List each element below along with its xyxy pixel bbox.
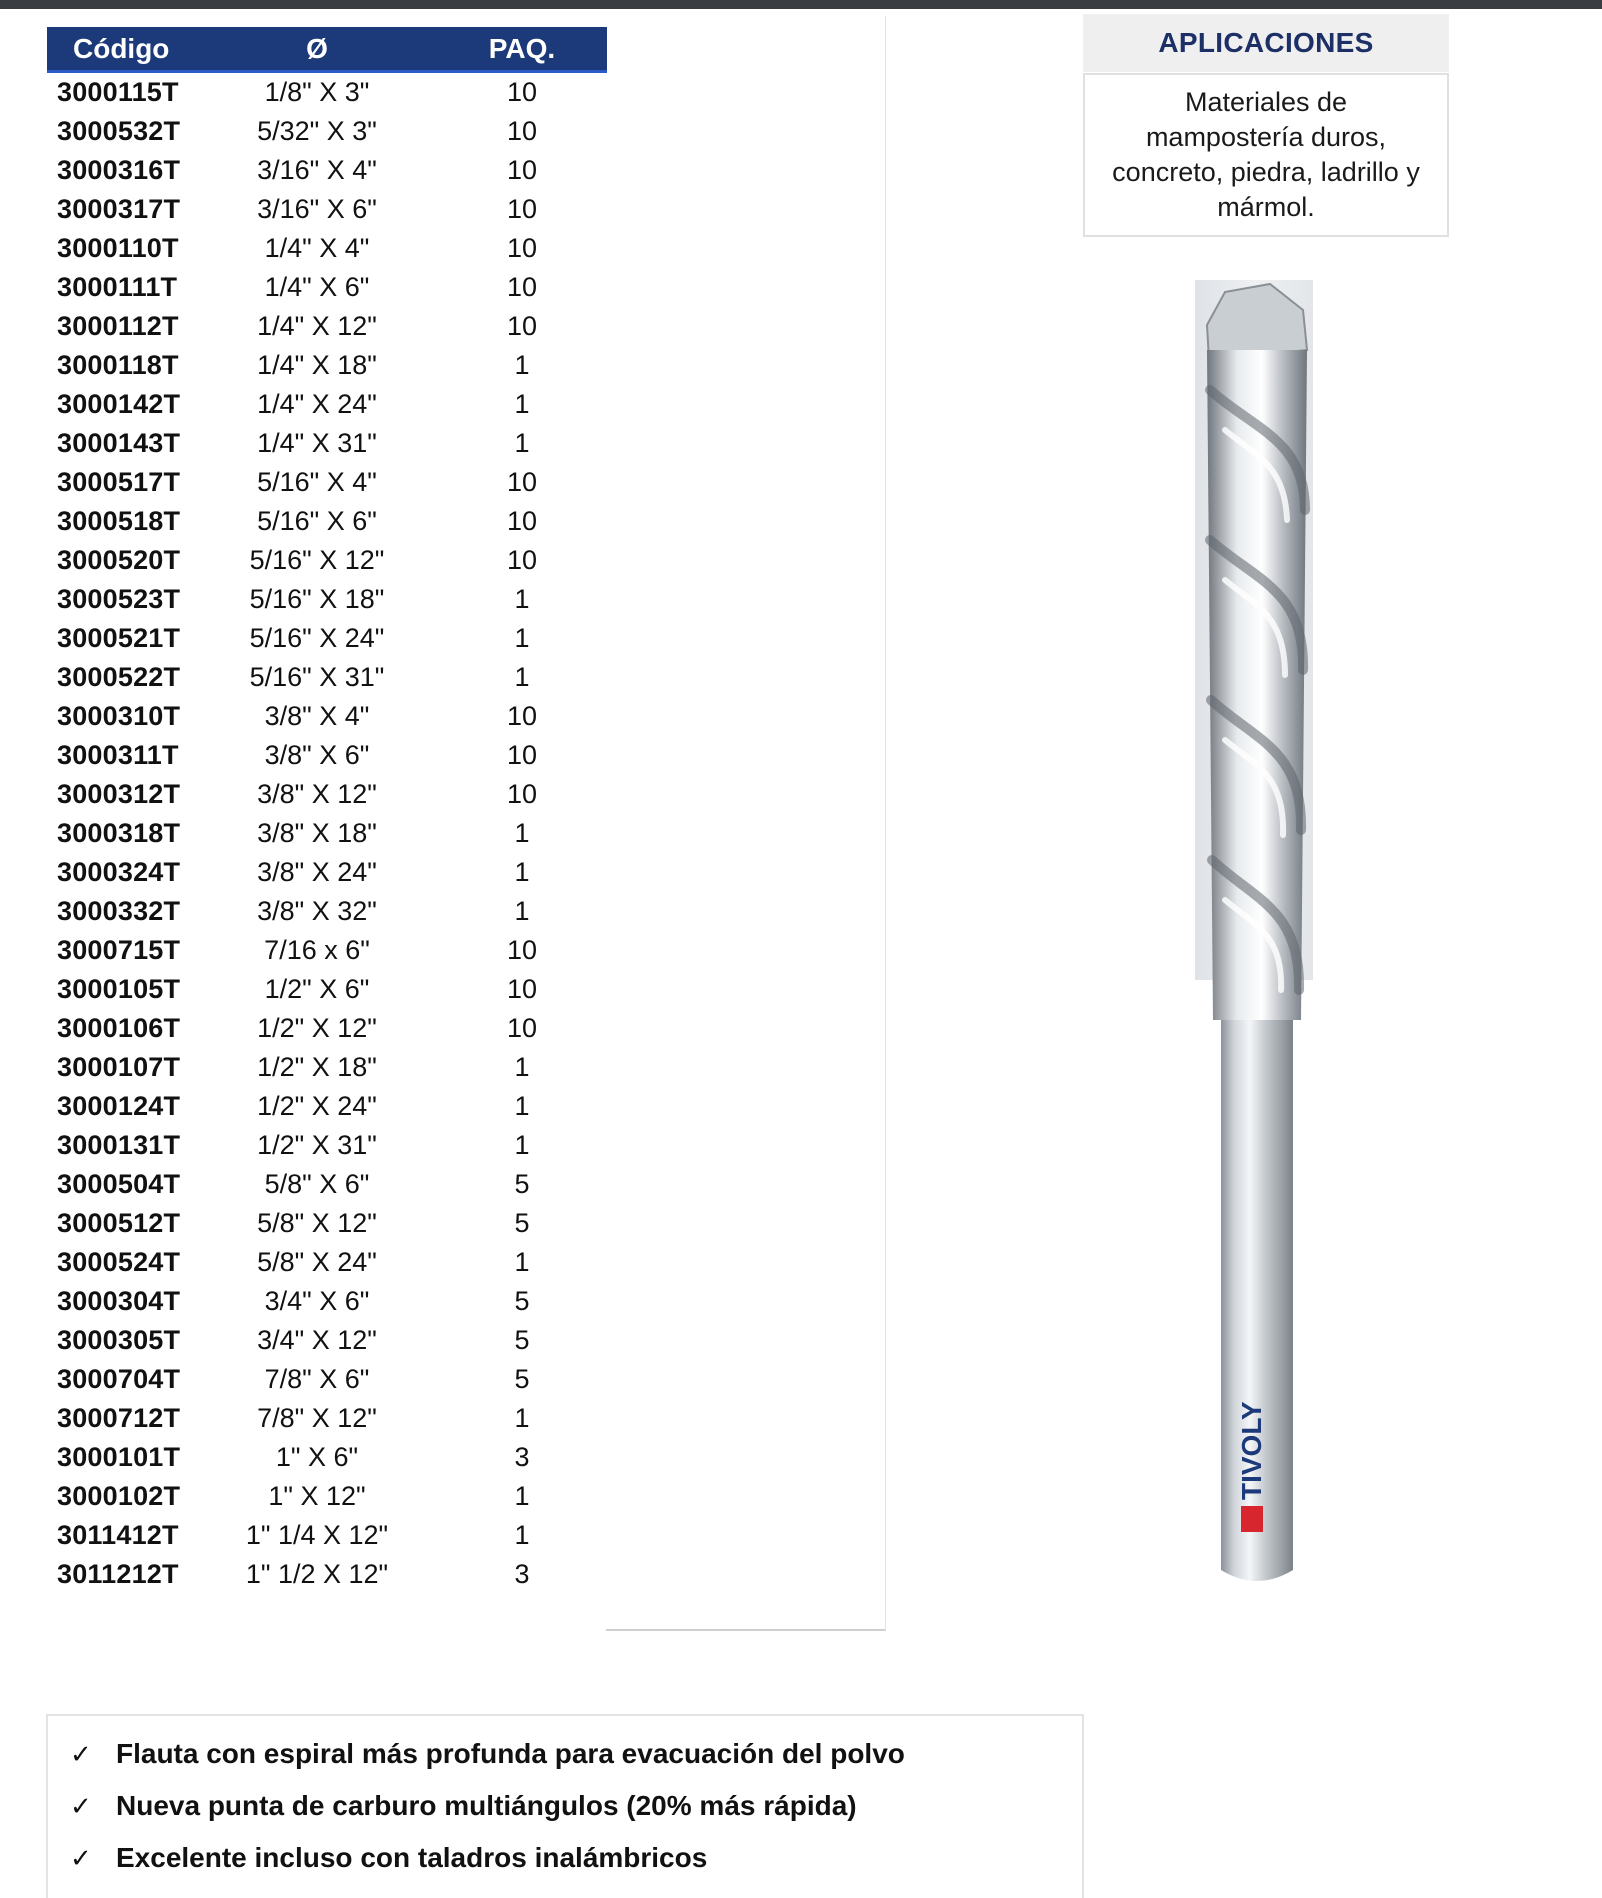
product-size: 3/8" X 32": [257, 896, 377, 926]
table-row: [47, 346, 607, 385]
product-pack: 5: [514, 1169, 530, 1199]
product-code: 3000311T: [57, 740, 179, 770]
product-pack: 1: [514, 428, 530, 458]
product-size: 1/4" X 31": [257, 428, 377, 458]
product-code: 3000518T: [57, 506, 181, 536]
table-row: [47, 775, 607, 814]
product-pack: 1: [514, 896, 530, 926]
table-row: [47, 385, 607, 424]
product-code: 3000332T: [57, 896, 181, 926]
table-row: [47, 1243, 607, 1282]
table-row: [47, 229, 607, 268]
product-size: 5/8" X 6": [264, 1169, 370, 1199]
table-side-panel: [606, 16, 886, 1631]
product-size: 3/4" X 6": [264, 1286, 370, 1316]
product-pack: 1: [514, 1403, 530, 1433]
header-diameter: Ø: [306, 32, 328, 64]
feature-text: Nueva punta de carburo multiángulos (20% más rápida): [116, 1790, 857, 1821]
product-code: 3000523T: [57, 584, 181, 614]
table-row: [47, 814, 607, 853]
product-size: 7/8" X 6": [264, 1364, 370, 1394]
feature-text: Flauta con espiral más profunda para evacuación del polvo: [116, 1738, 905, 1769]
product-pack: 5: [514, 1325, 530, 1355]
table-row: [47, 580, 607, 619]
product-code: 3000704T: [57, 1364, 181, 1394]
product-pack: 10: [506, 155, 538, 185]
product-size: 5/16" X 6": [257, 506, 377, 536]
tivoly-logo-icon: [1241, 1506, 1263, 1532]
table-row: [47, 502, 607, 541]
product-code: 3000101T: [57, 1442, 181, 1472]
feature-item: [70, 1790, 857, 1822]
table-row: [47, 190, 607, 229]
product-size: 5/16" X 12": [249, 545, 385, 575]
product-size: 1/4" X 6": [264, 272, 370, 302]
product-code: 3000317T: [57, 194, 181, 224]
product-pack: 10: [506, 779, 538, 809]
product-size: 3/8" X 6": [264, 740, 370, 770]
check-icon: ✓: [70, 1790, 92, 1821]
product-size: 3/4" X 12": [257, 1325, 377, 1355]
product-pack: 10: [506, 506, 538, 536]
product-pack: 3: [514, 1559, 530, 1589]
product-pack: 1: [514, 584, 530, 614]
product-code: 3000524T: [57, 1247, 181, 1277]
check-icon: ✓: [70, 1842, 92, 1873]
applications-title: APLICACIONES: [1083, 14, 1449, 72]
product-code: 3000131T: [57, 1130, 181, 1160]
product-code: 3000504T: [57, 1169, 181, 1199]
product-size: 1/4" X 18": [257, 350, 377, 380]
product-size: 1/2" X 12": [257, 1013, 377, 1043]
product-pack: 1: [514, 1130, 530, 1160]
product-pack: 1: [514, 662, 530, 692]
product-size: 3/16" X 6": [257, 194, 377, 224]
product-code: 3000324T: [57, 857, 181, 887]
product-pack: 10: [506, 233, 538, 263]
table-row: [47, 307, 607, 346]
product-pack: 1: [514, 1052, 530, 1082]
product-pack: 10: [506, 545, 538, 575]
product-pack: 10: [506, 740, 538, 770]
product-pack: 1: [514, 623, 530, 653]
table-row: [47, 1204, 607, 1243]
product-pack: 5: [514, 1286, 530, 1316]
product-pack: 3: [514, 1442, 530, 1472]
feature-item: [70, 1842, 707, 1874]
product-code: 3000316T: [57, 155, 181, 185]
table-body: [47, 73, 607, 1594]
product-pack: 10: [506, 935, 538, 965]
applications-box: [1083, 73, 1449, 237]
product-size: 1/4" X 4": [264, 233, 370, 263]
product-size: 1/2" X 31": [257, 1130, 377, 1160]
product-code: 3011212T: [57, 1559, 179, 1589]
product-code: 3000118T: [57, 350, 179, 380]
product-size: 5/16" X 18": [249, 584, 385, 614]
product-code: 3000517T: [57, 467, 181, 497]
table-row: [47, 151, 607, 190]
product-size: 3/8" X 4": [264, 701, 370, 731]
product-code: 3000512T: [57, 1208, 181, 1238]
table-row: [47, 1321, 607, 1360]
table-row: [47, 1009, 607, 1048]
table-row: [47, 1399, 607, 1438]
table-row: [47, 853, 607, 892]
product-code: 3000318T: [57, 818, 181, 848]
product-pack: 10: [506, 77, 538, 107]
table-row: [47, 970, 607, 1009]
product-pack: 1: [514, 1091, 530, 1121]
product-pack: 10: [506, 1013, 538, 1043]
top-bar: [0, 0, 1602, 9]
product-code: 3000305T: [57, 1325, 181, 1355]
applications-text: Materiales de mampostería duros, concreto, piedra, ladrillo y mármol.: [1112, 87, 1420, 222]
product-size: 3/8" X 12": [257, 779, 377, 809]
product-size: 1" 1/2 X 12": [245, 1559, 389, 1589]
product-size: 5/8" X 24": [257, 1247, 377, 1277]
product-pack: 1: [514, 1247, 530, 1277]
product-pack: 1: [514, 1481, 530, 1511]
product-pack: 1: [514, 857, 530, 887]
product-code: 3000521T: [57, 623, 181, 653]
table-row: [47, 541, 607, 580]
drill-bit-image: [1195, 280, 1345, 1590]
product-pack: 10: [506, 194, 538, 224]
check-icon: ✓: [70, 1738, 92, 1769]
product-pack: 5: [514, 1364, 530, 1394]
product-code: 3000715T: [57, 935, 181, 965]
table-row: [47, 1165, 607, 1204]
table-row: [47, 931, 607, 970]
product-size: 1/2" X 18": [257, 1052, 377, 1082]
table-row: [47, 697, 607, 736]
product-code: 3000312T: [57, 779, 181, 809]
feature-text: Excelente incluso con taladros inalámbricos: [116, 1842, 708, 1873]
product-size: 5/16" X 24": [249, 623, 385, 653]
product-pack: 1: [514, 1520, 530, 1550]
table-row: [47, 268, 607, 307]
table-row: [47, 736, 607, 775]
product-size: 1" X 6": [275, 1442, 359, 1472]
product-code: 3000712T: [57, 1403, 181, 1433]
table-row: [47, 619, 607, 658]
table-row: [47, 112, 607, 151]
product-pack: 10: [506, 116, 538, 146]
table-row: [47, 892, 607, 931]
table-row: [47, 1555, 607, 1594]
table-row: [47, 658, 607, 697]
product-size: 5/32" X 3": [257, 116, 377, 146]
product-size: 1" 1/4 X 12": [245, 1520, 389, 1550]
product-code: 3011412T: [57, 1520, 179, 1550]
product-size: 5/8" X 12": [257, 1208, 377, 1238]
product-code: 3000115T: [57, 77, 179, 107]
product-size: 7/16 x 6": [264, 935, 370, 965]
product-size: 1/8" X 3": [264, 77, 370, 107]
product-code: 3000107T: [57, 1052, 181, 1082]
product-pack: 10: [506, 974, 538, 1004]
product-pack: 10: [506, 467, 538, 497]
product-size: 5/16" X 31": [249, 662, 385, 692]
product-size: 5/16" X 4": [257, 467, 377, 497]
table-row: [47, 463, 607, 502]
product-pack: 1: [514, 389, 530, 419]
product-code: 3000105T: [57, 974, 181, 1004]
product-pack: 10: [506, 311, 538, 341]
product-code: 3000522T: [57, 662, 181, 692]
features-box: [46, 1714, 1084, 1898]
table-row: [47, 1282, 607, 1321]
product-table: [47, 27, 607, 1594]
table-row: [47, 1438, 607, 1477]
product-pack: 5: [514, 1208, 530, 1238]
product-size: 3/16" X 4": [257, 155, 377, 185]
product-code: 3000532T: [57, 116, 181, 146]
product-code: 3000111T: [57, 272, 178, 302]
product-code: 3000304T: [57, 1286, 181, 1316]
table-row: [47, 1087, 607, 1126]
header-code: Código: [73, 32, 170, 64]
product-code: 3000106T: [57, 1013, 181, 1043]
table-row: [47, 1126, 607, 1165]
product-size: 1/2" X 6": [264, 974, 370, 1004]
product-pack: 1: [514, 350, 530, 380]
table-header: [47, 27, 607, 73]
feature-item: [70, 1738, 905, 1770]
header-pack: PAQ.: [488, 32, 556, 64]
table-row: [47, 1360, 607, 1399]
product-size: 1/4" X 24": [257, 389, 377, 419]
product-code: 3000110T: [57, 233, 179, 263]
product-pack: 10: [506, 701, 538, 731]
product-pack: 10: [506, 272, 538, 302]
product-code: 3000310T: [57, 701, 181, 731]
drill-brand-text: TIVOLY: [1236, 1401, 1267, 1500]
product-size: 7/8" X 12": [257, 1403, 377, 1433]
product-size: 1/2" X 24": [257, 1091, 377, 1121]
product-code: 3000124T: [57, 1091, 181, 1121]
product-code: 3000143T: [57, 428, 181, 458]
table-row: [47, 1516, 607, 1555]
product-size: 3/8" X 24": [257, 857, 377, 887]
table-row: [47, 1048, 607, 1087]
product-code: 3000520T: [57, 545, 181, 575]
table-row: [47, 424, 607, 463]
product-size: 1" X 12": [268, 1481, 366, 1511]
product-code: 3000102T: [57, 1481, 181, 1511]
product-code: 3000112T: [57, 311, 179, 341]
table-row: [47, 1477, 607, 1516]
product-code: 3000142T: [57, 389, 181, 419]
table-row: [47, 73, 607, 112]
product-size: 1/4" X 12": [257, 311, 377, 341]
product-pack: 1: [514, 818, 530, 848]
product-size: 3/8" X 18": [257, 818, 377, 848]
